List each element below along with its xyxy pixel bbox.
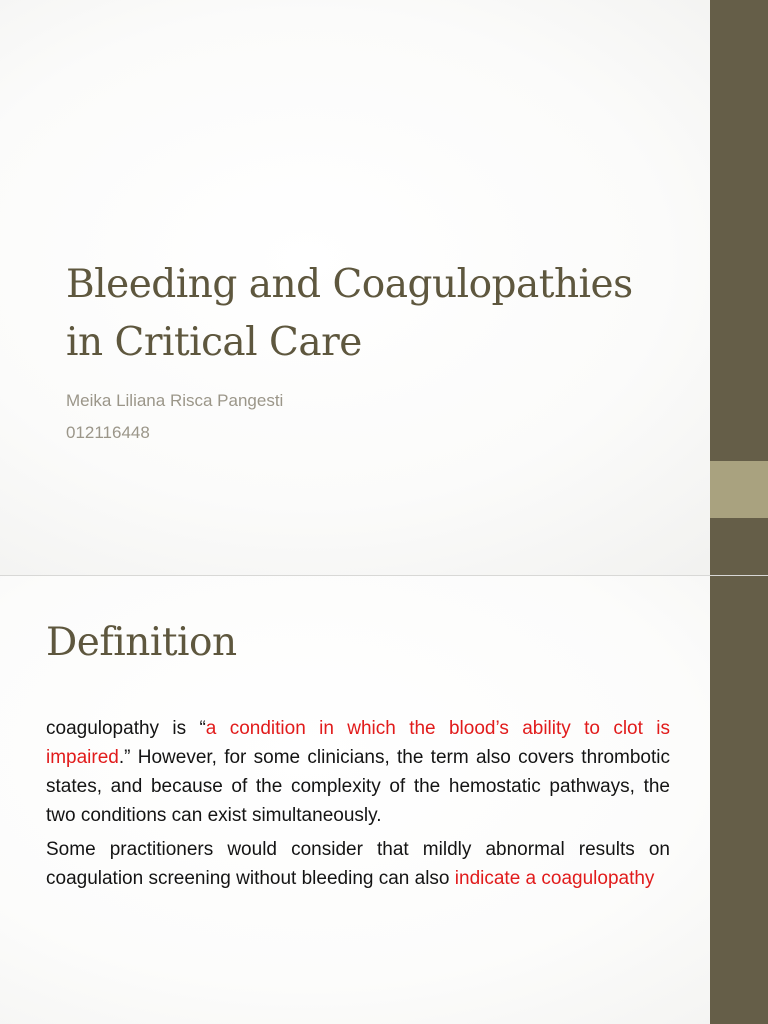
slide-body	[46, 714, 670, 898]
definition-slide	[0, 576, 768, 1024]
slide-title-line-2: in Critical Care	[66, 320, 362, 365]
slide-title	[66, 256, 696, 372]
highlighted-text: a condition in which the blood’s ability to clot is impaired	[46, 718, 670, 768]
slide-title-line-1: Bleeding and Coagulopathies	[66, 262, 633, 307]
author-name: Meika Liliana Risca Pangesti	[66, 391, 284, 410]
highlighted-text: indicate a coagulopathy	[454, 868, 655, 889]
slide-heading: Definition	[46, 620, 237, 665]
paragraph-text: .” However, for some clinicians, the term also covers thrombotic states, and because of the complexity of the hemostatic pathways, the two conditions can exist simultaneously.	[46, 747, 670, 826]
definition-paragraph	[46, 714, 670, 830]
side-band	[710, 576, 768, 1024]
paragraph-text: coagulopathy is “	[46, 718, 206, 739]
student-id: 012116448	[66, 423, 150, 442]
side-band-accent	[710, 461, 768, 518]
paragraph-text: Some practitioners would consider that mildly abnormal results on coagulation screening without bleeding can also	[46, 839, 670, 889]
practitioners-paragraph	[46, 835, 670, 893]
